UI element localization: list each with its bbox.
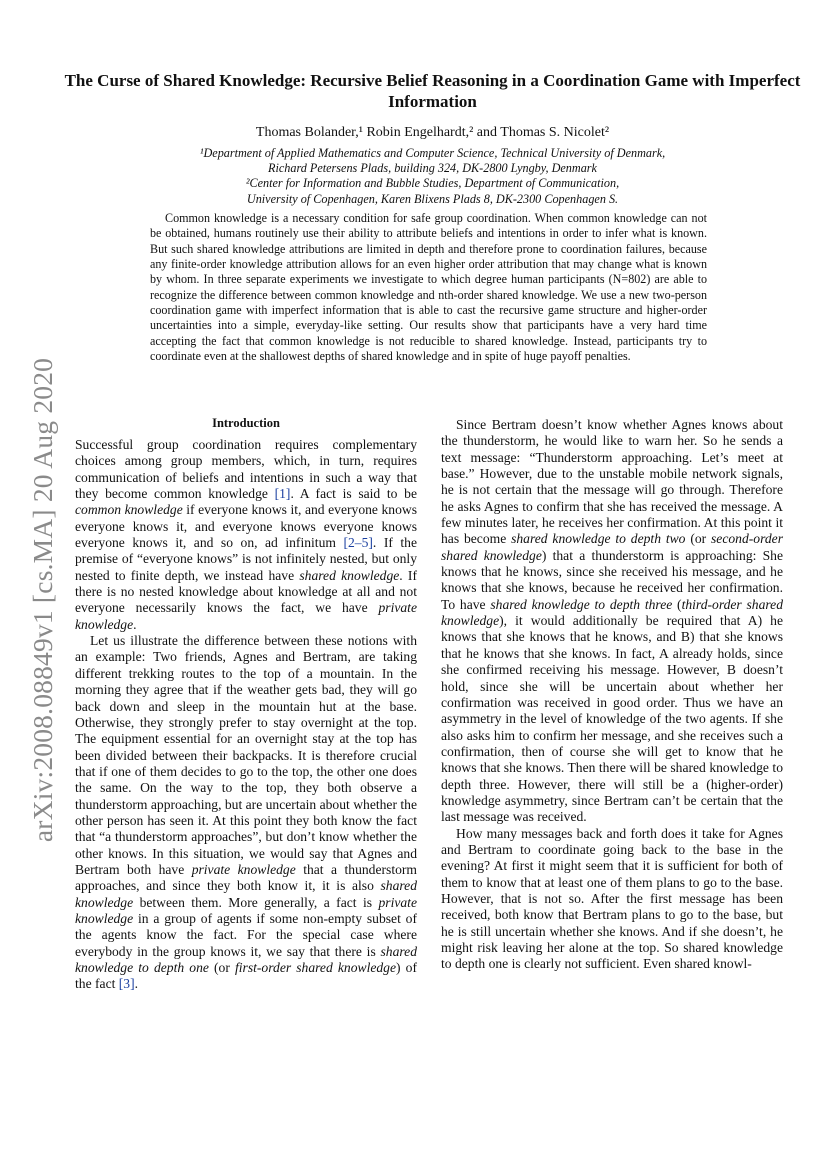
right-column bbox=[441, 417, 783, 973]
emphasis: private knowledge bbox=[75, 600, 417, 632]
emphasis: shared knowledge to depth one bbox=[75, 943, 417, 975]
emphasis: private knowledge bbox=[191, 861, 296, 877]
affiliation-line: ²Center for Information and Bubble Studies, Department of Communication, bbox=[245, 176, 620, 191]
emphasis: first-order shared knowledge bbox=[235, 960, 397, 975]
emphasis: shared knowledge bbox=[75, 878, 417, 910]
left-column bbox=[75, 415, 417, 993]
arxiv-stamp bbox=[13, 350, 73, 850]
paragraph: Successful group coordination requires complementary choices among group members, which, in turn, requires communication of beliefs and intentions in such a way that they become common knowledge [1]. A fact is said to be common knowledge if everyone knows it, and everyone knows everyone knows it, and everyone knows everyone knows everyone knows it, and so on, ad infinitum [2–5]. If the premise of “everyone knows” is not infinitely nested, but only nested to finite depth, we instead have shared knowledge. If there is no nested knowledge about knowledge at all and not everyone necessarily knows the fact, we have private knowledge. bbox=[75, 437, 417, 632]
paragraph: Since Bertram doesn’t know whether Agnes knows about the thunderstorm, he would like to warn her. So he sends a text message: “Thunderstorm approaching. Let’s meet at base.” However, due to the unstable mobile network signals, he is not certain that the message will go through. Therefore he asks Agnes to confirm that she has received the message. A few minutes later, he receives her confirmation. At this point it has become shared knowledge to depth two (or second-order shared knowledge) that a thunderstorm is approaching: She knows that he knows, since she received his message, and he knows that she knows, because he received her confirmation. To have shared knowledge to depth three (third-order shared knowledge), it would additionally be required that A) he knows that she knows that he knows, and B) that she knows that he knows that she knows. In fact, A already holds, since she confirmed receiving his message. However, B doesn’t hold, since she will be uncertain about whether her confirmation was received in good order. Thus we have an asymmetry in the level of knowledge of the two agents. If she also asks him to confirm her message, and she receives such a confirmation, then of course she will get to know that he knows that she knows. Then there will be shared knowledge to depth three. However, there will still be a (higher-order) knowledge asymmetry, since Bertram can’t be certain that the last message was received. bbox=[441, 417, 784, 825]
affiliations bbox=[60, 146, 805, 207]
arxiv-identifier[interactable]: arXiv:2008.08849v1 [cs.MA] 20 Aug 2020 bbox=[27, 357, 58, 843]
paper-title: The Curse of Shared Knowledge: Recursive Belief Reasoning in a Coordination Game with Imperfect Information bbox=[64, 71, 801, 111]
emphasis: common knowledge bbox=[75, 502, 183, 518]
emphasis: private knowledge bbox=[75, 894, 417, 926]
citation-link[interactable]: [2–5] bbox=[343, 535, 373, 551]
affiliation-line: University of Copenhagen, Karen Blixens Plads 8, DK-2300 Copenhagen S. bbox=[246, 191, 619, 206]
citation-link[interactable]: [1] bbox=[274, 486, 291, 502]
emphasis: shared knowledge bbox=[299, 567, 400, 583]
abstract: Common knowledge is a necessary condition for safe group coordination. When common knowledge can not be obtained, humans routinely use their ability to attribute beliefs and intentions in order to infer what is known. But such shared knowledge attributions are limited in depth and therefore prone to coordination failures, because any finite-order knowledge attribution allows for an even higher order attribution that may change what is known by whom. In three separate experiments we investigate to which degree human participants (N=802) are able to recognize the difference between common knowledge and nth-order shared knowledge. We use a new two-person coordination game with imperfect information that is able to cast the recursive game structure and higher-order uncertainties into a simple, everyday-like setting. Our results show that participants have a very hard time accepting the fact that common knowledge is not reducible to shared knowledge. Instead, participants try to coordinate even at the shallowest depths of shared knowledge and in spite of huge payoff penalties. bbox=[150, 211, 707, 364]
paragraph: How many messages back and forth does it take for Agnes and Bertram to coordinate going back to the base in the evening? At first it might seem that it is sufficient for both of them to know that at least one of them plans to go to the base. However, that is not so. After the first message has been received, both know that Bertram plans to go to the base, but he is still uncertain whether she knows. And if she doesn’t, he might risk leaving her alone at the top. So shared knowledge to depth one is clearly not sufficient. Even shared knowl- bbox=[441, 825, 783, 972]
emphasis: third-order shared knowledge bbox=[441, 596, 783, 629]
citation-link[interactable]: [3] bbox=[118, 976, 135, 992]
affiliation-line: Richard Petersens Plads, building 324, DK-2800 Lyngby, Denmark bbox=[268, 161, 597, 176]
emphasis: shared knowledge to depth three bbox=[490, 596, 673, 612]
emphasis: shared knowledge to depth two bbox=[511, 531, 686, 547]
author-list: Thomas Bolander,¹ Robin Engelhardt,² and Thomas S. Nicolet² bbox=[255, 125, 610, 140]
emphasis: second-order shared knowledge bbox=[441, 531, 783, 563]
paragraph: Let us illustrate the difference between these notions with an example: Two friends, Agnes and Bertram, are taking different trekking routes to the top of a mountain. In the morning they agree that if the weather gets bad, they will go back down and sleep in the mountain hut at the base. Otherwise, they strongly prefer to stay overnight at the top. The equipment essential for an overnight stay at the top has been divided between their backpacks. It is therefore crucial that if one of them decides to go to the top, the other one does the same. On the way to the top, they both observe a thunderstorm approaching, but are uncertain about whether the other person has seen it. At this point they both know the fact that “a thunderstorm approaches”, but don’t know whether the other knows. In this situation, we would say that Agnes and Bertram both have private knowledge that a thunderstorm approaches, and since they both know it, it is also shared knowledge between them. More generally, a fact is private knowledge in a group of agents if some non-empty subset of the agents know the fact. For the special case where everybody in the group knows it, we say that there is shared knowledge to depth one (or first-order shared knowledge) of the fact [3]. bbox=[75, 633, 417, 992]
section-heading: Introduction bbox=[212, 416, 280, 430]
affiliation-line: ¹Department of Applied Mathematics and Computer Science, Technical University of Denmark, bbox=[199, 146, 666, 160]
